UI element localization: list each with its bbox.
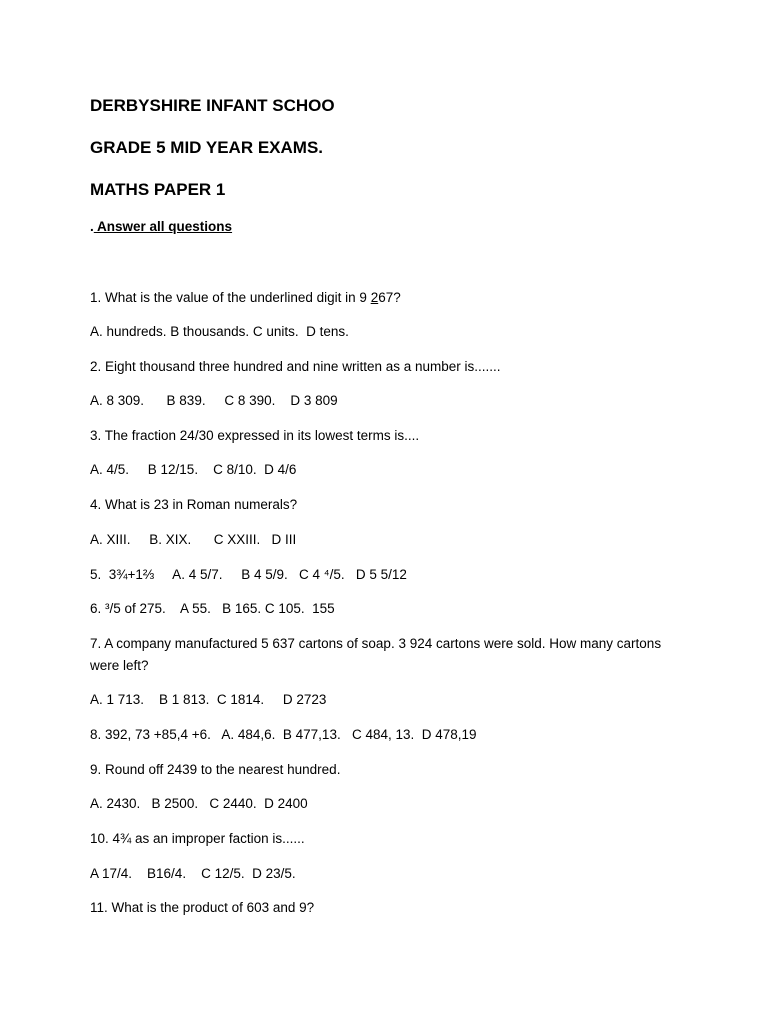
- question-8: 8. 392, 73 +85,4 +6. A. 484,6. B 477,13. C 484, 13. D 478,19: [90, 727, 477, 742]
- question-2-options: A. 8 309. B 839. C 8 390. D 3 809: [90, 393, 338, 408]
- school-name: DERBYSHIRE INFANT SCHOO: [90, 96, 335, 115]
- question-1-text-before: 1. What is the value of the underlined digit in 9: [90, 290, 371, 305]
- question-4-options: A. XIII. B. XIX. C XXIII. D III: [90, 532, 297, 547]
- question-10-options: A 17/4. B16/4. C 12/5. D 23/5.: [90, 866, 296, 881]
- question-4: 4. What is 23 in Roman numerals?: [90, 497, 298, 512]
- question-6: 6. ³/5 of 275. A 55. B 165. C 105. 155: [90, 601, 335, 616]
- question-9: 9. Round off 2439 to the nearest hundred.: [90, 762, 341, 777]
- question-7-options: A. 1 713. B 1 813. C 1814. D 2723: [90, 692, 327, 707]
- question-2: 2. Eight thousand three hundred and nine written as a number is.......: [90, 359, 501, 374]
- instructions-text: Answer all questions: [93, 219, 233, 234]
- question-3: 3. The fraction 24/30 expressed in its lowest terms is....: [90, 428, 420, 443]
- question-3-options: A. 4/5. B 12/15. C 8/10. D 4/6: [90, 462, 297, 477]
- exam-title: GRADE 5 MID YEAR EXAMS.: [90, 138, 324, 157]
- question-10: 10. 4¾ as an improper faction is......: [90, 831, 305, 846]
- question-5: 5. 3¾+1⅔ A. 4 5/7. B 4 5/9. C 4 ⁴/5. D 5 5/12: [90, 567, 407, 582]
- underlined-digit: 2: [370, 290, 379, 305]
- question-1-text-after: 67?: [378, 290, 401, 305]
- question-11: 11. What is the product of 603 and 9?: [90, 900, 315, 915]
- instructions-prefix: .: [90, 219, 94, 234]
- question-9-options: A. 2430. B 2500. C 2440. D 2400: [90, 796, 308, 811]
- question-1-options: A. hundreds. B thousands. C units. D tens.: [90, 324, 349, 339]
- instructions: [90, 219, 232, 234]
- question-1: [90, 290, 401, 305]
- question-7: 7. A company manufactured 5 637 cartons of soap. 3 924 cartons were sold. How many cartons were left?: [90, 636, 662, 673]
- paper-title: MATHS PAPER 1: [90, 180, 226, 199]
